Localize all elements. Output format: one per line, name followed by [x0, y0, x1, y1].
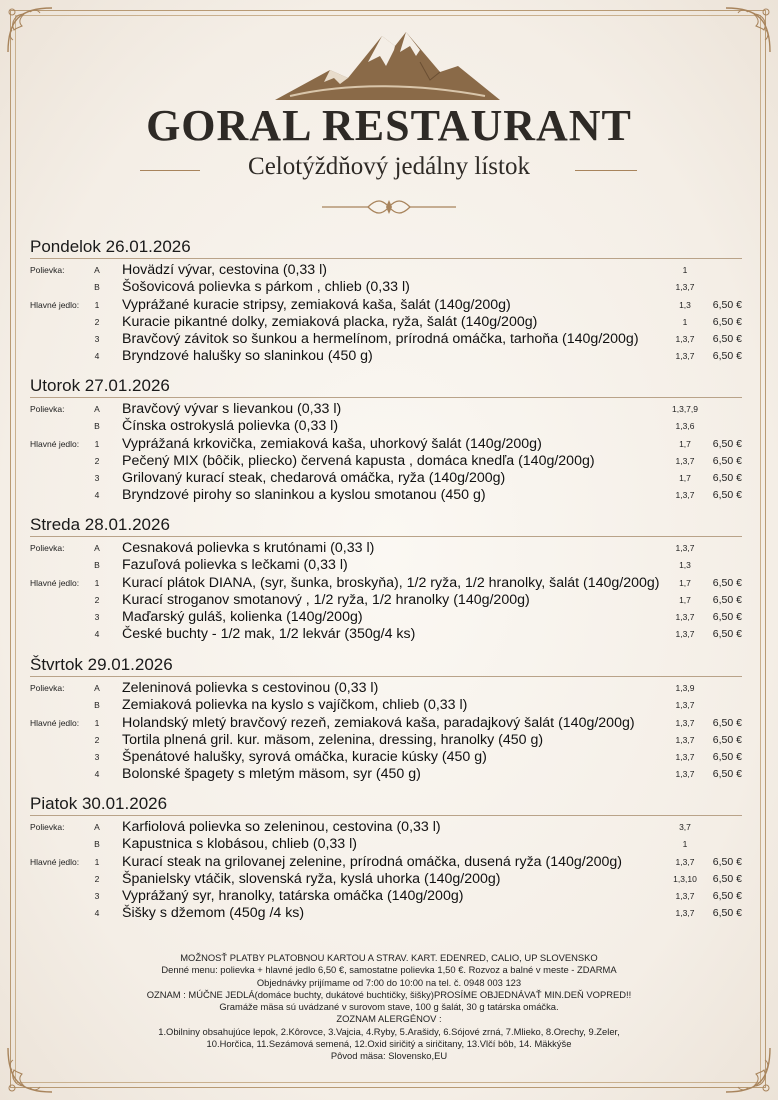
menu-category-label: Hlavné jedlo:: [30, 856, 80, 867]
menu-item-allergens: 1,7: [679, 438, 691, 449]
menu-item-row: [30, 715, 742, 732]
menu-item-row: [30, 401, 742, 418]
footer-line: Gramáže mäsa sú uvádzané v surovom stave, 100 g šalát, 30 g tatárska omáčka.: [219, 1001, 559, 1013]
menu-item-code: 4: [94, 908, 100, 919]
footer-line: 10.Horčica, 11.Sezámová semená, 12.Oxid siričitý a siričitany, 13.Vlčí bôb, 14. Mäkkýše: [206, 1038, 572, 1050]
restaurant-title: GORAL RESTAURANT: [146, 101, 632, 150]
menu-item-allergens: 1,3,7: [675, 752, 695, 763]
menu-item-name: Kuracie pikantné dolky, zemiaková placka, ryža, šalát (140g/200g): [122, 313, 538, 330]
menu-item-row: [30, 436, 742, 453]
menu-item-name: Vyprážaná krkovička, zemiaková kaša, uhorkový šalát (140g/200g): [122, 435, 542, 452]
menu-item-price: 6,50 €: [712, 593, 742, 606]
menu-item-price: 6,50 €: [712, 489, 742, 502]
menu-item-code: 2: [94, 873, 100, 884]
menu-item-allergens: 1,3,7: [675, 769, 695, 780]
menu-item-code: 1: [94, 577, 100, 588]
menu-item-row: [30, 297, 742, 314]
menu-item-row: [30, 854, 742, 871]
day-divider: [30, 397, 742, 398]
menu-item-code: B: [94, 700, 100, 711]
menu-item-allergens: 1,3,7: [675, 282, 695, 293]
menu-item-price: 6,50 €: [712, 437, 742, 450]
menu-item-row: [30, 819, 742, 836]
menu-item-name: Zemiaková polievka na kyslo s vajíčkom, chlieb (0,33 l): [122, 697, 468, 714]
menu-item-code: B: [94, 839, 100, 850]
day-title: Piatok 30.01.2026: [30, 794, 168, 813]
menu-item-allergens: 1,3,10: [673, 873, 697, 884]
menu-item-price: 6,50 €: [712, 628, 742, 641]
menu-item-name: Vyprážané kuracie stripsy, zemiaková kaša, šalát (140g/200g): [122, 296, 511, 313]
day-title: Pondelok 26.01.2026: [30, 237, 191, 256]
menu-item-price: 6,50 €: [712, 333, 742, 346]
menu-item-allergens: 3,7: [679, 822, 691, 832]
menu-item-row: [30, 314, 742, 331]
menu-item-allergens: 1,3,7: [675, 629, 695, 640]
menu-item-row: [30, 470, 742, 487]
menu-item-code: A: [94, 404, 100, 414]
menu-item-code: 3: [94, 334, 100, 345]
menu-item-name: Grilovaný kurací steak, chedarová omáčka, ryža (140g/200g): [122, 470, 506, 487]
day-divider: [30, 815, 742, 816]
menu-item-allergens: 1,3,7: [675, 334, 695, 345]
menu-item-row: [30, 540, 742, 557]
menu-item-code: 1: [94, 717, 100, 728]
menu-item-code: 1: [94, 438, 100, 449]
menu-item-allergens: 1,3,6: [675, 421, 695, 432]
menu-item-price: 6,50 €: [712, 751, 742, 764]
menu-item-row: [30, 749, 742, 766]
menu-item-code: A: [94, 683, 100, 693]
day-section: [30, 794, 742, 923]
menu-item-row: [30, 888, 742, 905]
menu-item-price: 6,50 €: [712, 733, 742, 746]
menu-item-code: 2: [94, 316, 100, 327]
menu-item-row: [30, 487, 742, 504]
menu-item-row: [30, 262, 742, 279]
flourish-divider-icon: [320, 196, 458, 218]
menu-item-price: 6,50 €: [712, 907, 742, 920]
menu-category-label: Polievka:: [30, 543, 65, 553]
menu-category-label: Hlavné jedlo:: [30, 577, 80, 588]
menu-item-price: 6,50 €: [712, 890, 742, 903]
menu-item-row: [30, 418, 742, 435]
menu-item-allergens: 1,3,7: [675, 455, 695, 466]
menu-category-label: Polievka:: [30, 265, 65, 275]
footer-line: Pôvod mäsa: Slovensko,EU: [330, 1050, 448, 1062]
menu-item-code: 2: [94, 455, 100, 466]
menu-item-price: 6,50 €: [712, 716, 742, 729]
menu-item-name: Karfiolová polievka so zeleninou, cestovina (0,33 l): [122, 819, 441, 835]
menu-item-allergens: 1,3: [679, 560, 691, 571]
menu-item-row: [30, 836, 742, 853]
menu-item-name: Cesnaková polievka s krutónami (0,33 l): [122, 540, 375, 556]
day-divider: [30, 536, 742, 537]
menu-item-name: Bryndzové pirohy so slaninkou a kyslou smotanou (450 g): [122, 487, 486, 504]
menu-item-allergens: 1,3,7: [675, 856, 695, 867]
menu-item-price: 6,50 €: [712, 855, 742, 868]
menu-item-allergens: 1,7: [679, 473, 691, 484]
menu-item-allergens: 1,3,7: [675, 717, 695, 728]
menu-item-row: [30, 279, 742, 296]
menu-item-row: [30, 575, 742, 592]
day-section: [30, 237, 742, 366]
footer-notes: [0, 952, 778, 1063]
menu-item-name: Vyprážaný syr, hranolky, tatárska omáčka (140g/200g): [122, 888, 464, 905]
menu-item-allergens: 1,3,7: [675, 734, 695, 745]
menu-category-label: Polievka:: [30, 683, 65, 693]
footer-line: 1.Obilniny obsahujúce lepok, 2.Kôrovce, 3.Vajcia, 4.Ryby, 5.Arašidy, 6.Sójové zrná, 7.Mlieko, 8.Orechy, 9.Zeler,: [158, 1025, 620, 1037]
menu-item-price: 6,50 €: [712, 454, 742, 467]
day-section: [30, 655, 742, 784]
menu-item-price: 6,50 €: [712, 872, 742, 885]
menu-item-code: 4: [94, 629, 100, 640]
menu-item-name: Bryndzové halušky so slaninkou (450 g): [122, 348, 373, 365]
menu-category-label: Polievka:: [30, 822, 65, 832]
menu-item-code: 3: [94, 752, 100, 763]
footer-line: MOŽNOSŤ PLATBY PLATOBNOU KARTOU A STRAV. KART. EDENRED, CALIO, UP SLOVENSKO: [180, 952, 598, 963]
menu-item-name: Kurací steak na grilovanej zelenine, prírodná omáčka, dusená ryža (140g/200g): [122, 853, 623, 870]
menu-item-row: [30, 732, 742, 749]
menu-item-allergens: 1,7: [679, 577, 691, 588]
day-title: Streda 28.01.2026: [30, 515, 170, 534]
menu-item-allergens: 1,3,7: [675, 351, 695, 362]
menu-item-code: 4: [94, 490, 100, 501]
menu-item-name: Kapustnica s klobásou, chlieb (0,33 l): [122, 836, 358, 853]
menu-item-price: 6,50 €: [712, 768, 742, 781]
menu-item-price: 6,50 €: [712, 350, 742, 363]
menu-item-code: 1: [94, 856, 100, 867]
menu-item-code: B: [94, 282, 100, 293]
menu-item-allergens: 1: [682, 839, 688, 850]
menu-item-price: 6,50 €: [712, 472, 742, 485]
menu-item-row: [30, 697, 742, 714]
menu-item-allergens: 1: [682, 265, 688, 275]
menu-item-name: Tortila plnená gril. kur. mäsom, zelenina, dressing, hranolky (450 g): [122, 731, 544, 748]
menu-item-row: [30, 766, 742, 783]
menu-item-name: Bravčový vývar s lievankou (0,33 l): [122, 401, 342, 417]
menu-item-code: B: [94, 560, 100, 571]
menu-item-row: [30, 905, 742, 922]
menu-category-label: Hlavné jedlo:: [30, 438, 80, 449]
page-subtitle: Celotýždňový jedálny lístok: [248, 153, 530, 180]
menu-item-price: 6,50 €: [712, 611, 742, 624]
corner-ornament-icon: [718, 0, 778, 60]
menu-item-allergens: 1,3,7: [675, 891, 695, 902]
menu-item-code: 1: [94, 299, 100, 310]
menu-item-code: 3: [94, 891, 100, 902]
menu-item-name: Pečený MIX (bôčik, pliecko) červená kapusta , domáca knedľa (140g/200g): [122, 452, 595, 469]
menu-item-code: 4: [94, 351, 100, 362]
menu-item-code: A: [94, 822, 100, 832]
menu-item-row: [30, 348, 742, 365]
menu-item-price: 6,50 €: [712, 298, 742, 311]
menu-item-name: České buchty - 1/2 mak, 1/2 lekvár (350g/4 ks): [122, 626, 416, 643]
day-section: [30, 376, 742, 505]
menu-item-name: Špenátové halušky, syrová omáčka, kuracie kúsky (450 g): [122, 749, 487, 766]
menu-item-allergens: 1,3,7: [675, 543, 695, 553]
menu-item-name: Šišky s džemom (450g /4 ks): [122, 905, 305, 922]
menu-item-allergens: 1: [682, 316, 688, 327]
menu-item-name: Zeleninová polievka s cestovinou (0,33 l): [122, 680, 379, 696]
menu-item-name: Holandský mletý bravčový rezeň, zemiaková kaša, paradajkový šalát (140g/200g): [122, 714, 635, 731]
footer-line: ZOZNAM ALERGÉNOV :: [336, 1013, 442, 1025]
day-section: [30, 515, 742, 644]
menu-item-row: [30, 453, 742, 470]
menu-item-row: [30, 609, 742, 626]
menu-item-code: 2: [94, 594, 100, 605]
menu-item-allergens: 1,3: [679, 299, 691, 310]
menu-item-row: [30, 680, 742, 697]
menu-item-row: [30, 592, 742, 609]
menu-item-row: [30, 626, 742, 643]
menu-item-code: A: [94, 265, 100, 275]
footer-line: Objednávky prijímame od 7:00 do 10:00 na tel. č. 0948 003 123: [256, 976, 522, 988]
menu-item-row: [30, 871, 742, 888]
day-divider: [30, 258, 742, 259]
menu-item-name: Hovädzí vývar, cestovina (0,33 l): [122, 262, 328, 278]
menu-item-name: Španielsky vtáčik, slovenská ryža, kyslá uhorka (140g/200g): [122, 870, 501, 887]
footer-line: Denné menu: polievka + hlavné jedlo 6,50 €, samostatne polievka 1,50 €. Rozvoz a balné v meste - ZDARMA: [161, 964, 617, 976]
menu-item-row: [30, 331, 742, 348]
day-divider: [30, 676, 742, 677]
menu-item-row: [30, 557, 742, 574]
menu-item-name: Fazuľová polievka s lečkami (0,33 l): [122, 557, 348, 574]
menu-item-allergens: 1,7: [679, 594, 691, 605]
corner-ornament-icon: [0, 0, 60, 60]
menu-item-allergens: 1,3,7: [675, 490, 695, 501]
menu-category-label: Polievka:: [30, 404, 65, 414]
menu-item-name: Kurací plátok DIANA, (syr, šunka, broskyňa), 1/2 ryža, 1/2 hranolky, šalát (140g/200g): [122, 574, 660, 591]
menu-item-allergens: 1,3,7: [675, 700, 695, 711]
menu-item-code: 4: [94, 769, 100, 780]
menu-item-price: 6,50 €: [712, 315, 742, 328]
footer-line: OZNAM : MÚČNE JEDLÁ(domáce buchty, dukátové buchtičky, šišky)PROSÍME OBJEDNÁVAŤ MIN.DEŇ VOPRED!!: [146, 988, 632, 1000]
menu-item-name: Bravčový závitok so šunkou a hermelínom, prírodná omáčka, tarhoňa (140g/200g): [122, 331, 639, 348]
menu-item-name: Čínska ostrokyslá polievka (0,33 l): [122, 418, 339, 435]
day-title: Štvrtok 29.01.2026: [30, 655, 173, 674]
menu-item-code: 3: [94, 473, 100, 484]
menu-item-code: 2: [94, 734, 100, 745]
subtitle-rule-right: [575, 170, 637, 171]
menu-category-label: Hlavné jedlo:: [30, 717, 80, 728]
menu-item-name: Bolonské špagety s mletým mäsom, syr (450 g): [122, 766, 421, 783]
menu-item-code: B: [94, 421, 100, 432]
menu-item-allergens: 1,3,7: [675, 908, 695, 919]
menu-item-name: Maďarský guláš, kolienka (140g/200g): [122, 609, 363, 626]
day-title: Utorok 27.01.2026: [30, 376, 170, 395]
menu-item-code: 3: [94, 612, 100, 623]
menu-category-label: Hlavné jedlo:: [30, 299, 80, 310]
menu-item-code: A: [94, 543, 100, 553]
menu-item-price: 6,50 €: [712, 576, 742, 589]
menu-item-allergens: 1,3,7: [675, 612, 695, 623]
menu-item-allergens: 1,3,9: [675, 683, 695, 693]
mountain-logo-icon: [270, 22, 505, 104]
menu-item-name: Šošovicová polievka s párkom , chlieb (0,33 l): [122, 279, 410, 296]
menu-item-name: Kurací stroganov smotanový , 1/2 ryža, 1/2 hranolky (140g/200g): [122, 591, 530, 608]
menu-item-allergens: 1,3,7,9: [672, 404, 698, 414]
